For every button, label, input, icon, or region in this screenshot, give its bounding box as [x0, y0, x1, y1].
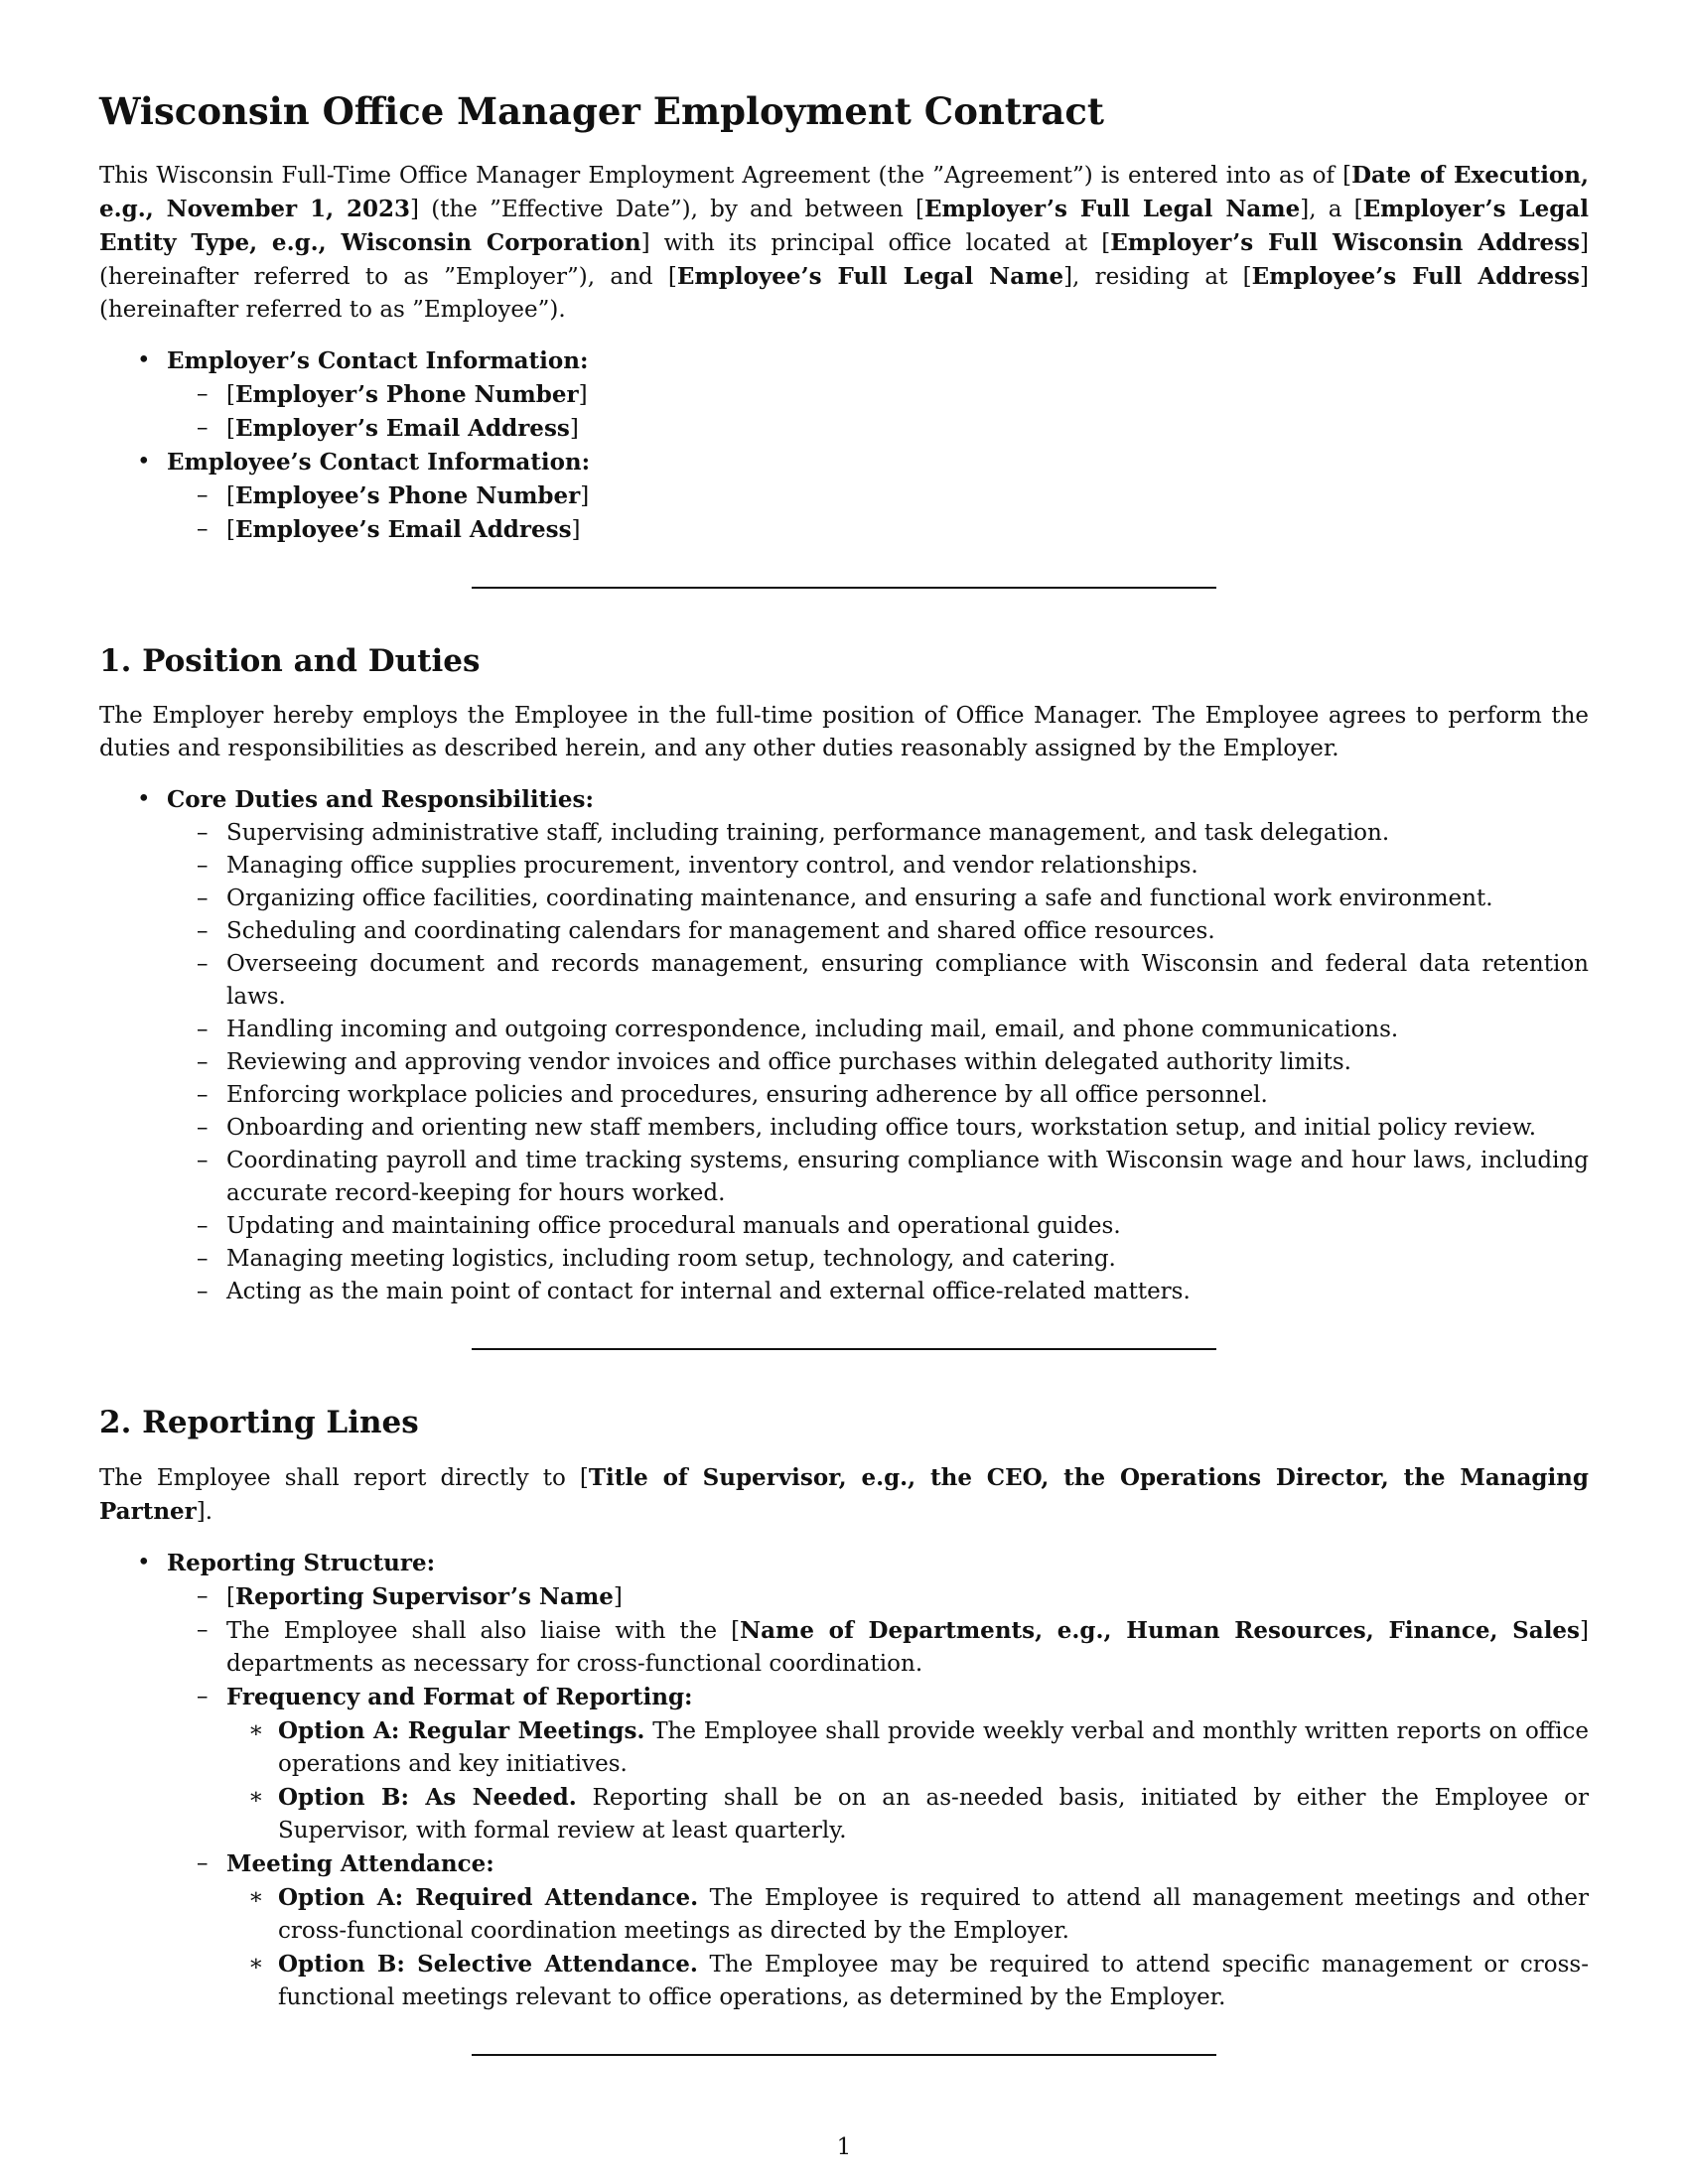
- list-item: – [Employee’s Phone Number]: [226, 479, 1589, 513]
- duty-item: – Organizing office facilities, coordinating maintenance, and ensuring a safe and functional work environment.: [226, 883, 1589, 915]
- option-label: Option A: Required Attendance.: [278, 1884, 699, 1911]
- employer-contact-label: Employer’s Contact Information:: [167, 347, 589, 374]
- placeholder-employer-address: Employer’s Full Wisconsin Address: [1110, 229, 1581, 256]
- duty-item: – Managing office supplies procurement, inventory control, and vendor relationships.: [226, 850, 1589, 883]
- placeholder-employee-phone: Employee’s Phone Number: [234, 482, 581, 509]
- list-item: [167, 446, 1589, 547]
- duty-item: – Updating and maintaining office procedural manuals and operational guides.: [226, 1210, 1589, 1243]
- option-label: Option B: As Needed.: [278, 1784, 577, 1811]
- placeholder-supervisor-name: Reporting Supervisor’s Name: [234, 1583, 614, 1610]
- duty-item: – Managing meeting logistics, including room setup, technology, and catering.: [226, 1243, 1589, 1276]
- duties-label: Core Duties and Responsibilities:: [167, 786, 594, 813]
- duty-item: – Coordinating payroll and time tracking systems, ensuring compliance with Wisconsin wage and hour laws, including accurate record-keeping for hours worked.: [226, 1145, 1589, 1210]
- intro-text: This Wisconsin Full-Time Office Manager Employment Agreement (the ”Agreement”) is entered into as of [: [99, 163, 1352, 189]
- section2-paragraph: The Employee shall report directly to [Title of Supervisor, e.g., the CEO, the Operations Director, the Managing Partner].: [99, 1464, 1589, 1525]
- list-item: – [Employer’s Email Address]: [226, 412, 1589, 446]
- section-heading-reporting: 2. Reporting Lines: [99, 1405, 419, 1440]
- duty-item: – Scheduling and coordinating calendars for management and shared office resources.: [226, 915, 1589, 948]
- reporting-structure-label: Reporting Structure:: [167, 1550, 436, 1576]
- list-item: – [Employee’s Email Address]: [226, 513, 1589, 547]
- placeholder-employer-phone: Employer’s Phone Number: [234, 381, 579, 408]
- page-number: 1: [836, 2134, 852, 2160]
- duties-list: [99, 783, 1589, 1308]
- placeholder-employee-address: Employee’s Full Address: [1251, 263, 1581, 290]
- duty-item: – Overseeing document and records management, ensuring compliance with Wisconsin and federal data retention laws.: [226, 948, 1589, 1014]
- section1-paragraph: The Employer hereby employs the Employee in the full-time position of Office Manager. The Employee agrees to perform the duties and responsibilities as described herein, and any other duties reasonably assigned by the Employer.: [99, 703, 1589, 761]
- placeholder-employee-name: Employee’s Full Legal Name: [676, 263, 1064, 290]
- placeholder-employee-email: Employee’s Email Address: [234, 516, 572, 543]
- section-divider: [472, 587, 1216, 589]
- section-divider: [472, 2054, 1216, 2056]
- placeholder-supervisor-title: Title of Supervisor, e.g., the CEO, the Operations Director, the Managing Partner: [99, 1464, 1589, 1525]
- meeting-attendance-label: Meeting Attendance:: [226, 1850, 494, 1877]
- option-item: ∗ Option A: Regular Meetings. The Employee shall provide weekly verbal and monthly written reports on office operations and key initiatives.: [278, 1714, 1589, 1781]
- option-item: ∗ Option B: Selective Attendance. The Employee may be required to attend specific management or cross-functional meetings relevant to office operations, as determined by the Employer.: [278, 1948, 1589, 2014]
- document-title: Wisconsin Office Manager Employment Contract: [99, 89, 1104, 133]
- duty-item: – Reviewing and approving vendor invoices and office purchases within delegated authority limits.: [226, 1046, 1589, 1079]
- duty-item: – Enforcing workplace policies and procedures, ensuring adherence by all office personnel.: [226, 1079, 1589, 1112]
- intro-text: ] (the ”Effective Date”), by and between [: [410, 197, 924, 222]
- intro-text: ] with its principal office located at [: [640, 230, 1111, 256]
- placeholder-employer-name: Employer’s Full Legal Name: [924, 196, 1301, 222]
- list-item: [226, 1847, 1589, 2014]
- intro-text: ] (hereinafter referred to as ”Employer”), and [: [99, 230, 1589, 290]
- frequency-label: Frequency and Format of Reporting:: [226, 1684, 693, 1710]
- intro-text: ], a [: [1300, 197, 1363, 222]
- option-item: ∗ Option A: Required Attendance. The Employee is required to attend all management meetings and other cross-functional coordination meetings as directed by the Employer.: [278, 1881, 1589, 1948]
- intro-text: ], residing at [: [1063, 264, 1252, 290]
- placeholder-employer-email: Employer’s Email Address: [234, 415, 570, 442]
- placeholder-entity-type: Employer’s Legal Entity Type, e.g., Wisconsin Corporation: [99, 196, 1590, 256]
- reporting-list: [99, 1547, 1589, 2014]
- duty-item: – Supervising administrative staff, including training, performance management, and task delegation.: [226, 817, 1589, 850]
- intro-paragraph: [99, 159, 1589, 327]
- duty-item: – Handling incoming and outgoing correspondence, including mail, email, and phone communications.: [226, 1014, 1589, 1046]
- list-item: – [Employer’s Phone Number]: [226, 378, 1589, 412]
- list-item: [167, 783, 1589, 1308]
- option-item: ∗ Option B: As Needed. Reporting shall be on an as-needed basis, initiated by either the Employee or Supervisor, with formal review at least quarterly.: [278, 1781, 1589, 1847]
- intro-text: ] (hereinafter referred to as ”Employee”).: [99, 264, 1589, 323]
- section-divider: [472, 1348, 1216, 1350]
- option-label: Option A: Regular Meetings.: [278, 1717, 645, 1744]
- option-label: Option B: Selective Attendance.: [278, 1951, 698, 1978]
- employee-contact-label: Employee’s Contact Information:: [167, 449, 591, 476]
- list-item: [167, 1547, 1589, 2014]
- list-item: [226, 1681, 1589, 1847]
- section-heading-position: 1. Position and Duties: [99, 643, 481, 679]
- placeholder-departments: Name of Departments, e.g., Human Resources, Finance, Sales: [740, 1617, 1581, 1644]
- document-page: [99, 89, 1589, 2110]
- list-item: [167, 344, 1589, 446]
- duty-item: – Onboarding and orienting new staff members, including office tours, workstation setup, and initial policy review.: [226, 1112, 1589, 1145]
- placeholder-date: Date of Execution, e.g., November 1, 2023: [99, 162, 1589, 222]
- list-item: – The Employee shall also liaise with the [Name of Departments, e.g., Human Resources, Finance, Sales] departments as necessary for cross-functional coordination.: [226, 1614, 1589, 1681]
- contact-info-list: [99, 344, 1589, 547]
- list-item: – [Reporting Supervisor’s Name]: [226, 1580, 1589, 1614]
- duty-item: – Acting as the main point of contact for internal and external office-related matters.: [226, 1276, 1589, 1308]
